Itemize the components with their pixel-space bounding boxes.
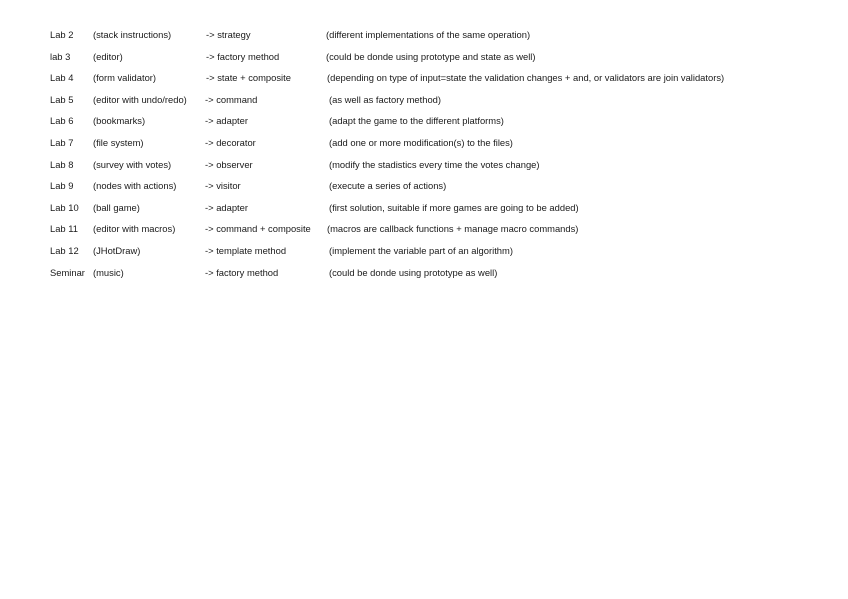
pattern-note: (adapt the game to the different platforms) — [329, 115, 504, 127]
pattern-note: (depending on type of input=state the validation changes + and, or validators are join validators) — [327, 72, 725, 84]
pattern-note: (could be donde using prototype as well) — [329, 266, 498, 278]
lab-topic: (form validator) — [93, 72, 157, 84]
lab-name: Lab 2 — [50, 29, 74, 40]
pattern-note: (add one or more modification(s) to the files) — [329, 136, 513, 148]
list-item — [50, 179, 840, 201]
lab-topic: (bookmarks) — [93, 115, 146, 127]
lab-name: lab 3 — [50, 50, 71, 62]
pattern-note: (first solution, suitable if more games are going to be added) — [329, 201, 579, 213]
design-pattern: -> factory method — [205, 266, 279, 278]
lab-topic: (ball game) — [93, 201, 140, 213]
list-item — [50, 93, 840, 115]
lab-topic: (stack instructions) — [93, 29, 172, 40]
design-pattern: -> visitor — [205, 180, 241, 192]
design-pattern: -> command — [205, 93, 258, 105]
list-item — [50, 71, 840, 93]
list-item — [50, 266, 840, 288]
lab-topic: (nodes with actions) — [93, 180, 177, 192]
list-item — [50, 201, 840, 223]
design-pattern: -> command + composite — [205, 223, 311, 235]
lab-topic: (music) — [93, 266, 124, 278]
lab-name: Lab 5 — [50, 93, 74, 105]
pattern-note: (modify the stadistics every time the votes change) — [329, 158, 540, 170]
design-pattern: -> template method — [205, 244, 287, 256]
lab-name: Lab 4 — [50, 72, 74, 84]
design-pattern: -> factory method — [206, 50, 280, 62]
list-item — [50, 50, 840, 72]
list-item — [50, 136, 840, 158]
lab-name: Seminar — [50, 266, 85, 278]
lab-name: Lab 12 — [50, 244, 79, 256]
lab-name: Lab 6 — [50, 115, 74, 127]
pattern-note: (could be donde using prototype and state as well) — [326, 50, 536, 62]
lab-name: Lab 7 — [50, 136, 74, 148]
lab-name: Lab 11 — [50, 223, 78, 235]
list-item — [50, 158, 840, 180]
lab-pattern-list — [50, 28, 840, 287]
lab-topic: (JHotDraw) — [93, 244, 141, 256]
lab-topic: (file system) — [93, 136, 144, 148]
list-item — [50, 114, 840, 136]
pattern-note: (execute a series of actions) — [329, 180, 447, 192]
list-item — [50, 244, 840, 266]
lab-topic: (editor) — [93, 50, 123, 62]
pattern-note: (different implementations of the same operation) — [326, 29, 531, 40]
pattern-note: (implement the variable part of an algorithm) — [329, 244, 513, 256]
list-item — [50, 28, 840, 50]
design-pattern: -> adapter — [205, 201, 248, 213]
design-pattern: -> observer — [205, 158, 253, 170]
lab-topic: (editor with undo/redo) — [93, 93, 187, 105]
design-pattern: -> adapter — [205, 115, 248, 127]
list-item — [50, 222, 840, 244]
design-pattern: -> decorator — [205, 136, 256, 148]
lab-topic: (editor with macros) — [93, 223, 176, 235]
design-pattern: -> state + composite — [206, 72, 291, 84]
design-pattern: -> strategy — [206, 29, 251, 40]
lab-name: Lab 8 — [50, 158, 74, 170]
lab-topic: (survey with votes) — [93, 158, 172, 170]
pattern-note: (as well as factory method) — [329, 93, 442, 105]
pattern-note: (macros are callback functions + manage macro commands) — [327, 223, 579, 235]
lab-name: Lab 10 — [50, 201, 79, 213]
lab-name: Lab 9 — [50, 180, 74, 192]
